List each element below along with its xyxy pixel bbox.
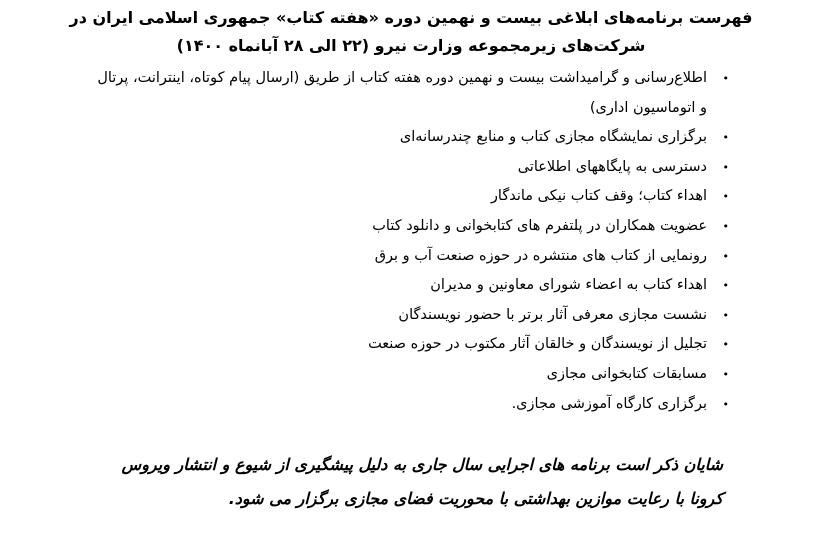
note-line-1: شایان ذکر است برنامه های اجرایی سال جاری به دلیل پیشگیری از شیوع و انتشار ویروس [121,455,723,474]
list-item-text: اطلاع‌رسانی و گرامیداشت بیست و نهمین دوره هفته کتاب از طریق (ارسال پیام کوتاه، اینترانت، پرتال و اتوماسیون اداری) [97,70,707,116]
list-item [91,360,731,390]
bullet-icon: • [722,279,729,293]
list-item [91,330,731,360]
list-item [91,301,731,331]
list-item [91,212,731,242]
bullet-icon: • [722,219,729,233]
list-item-text: برگزاری کارگاه آموزشی مجازی. [511,395,707,412]
list-item-text: عضویت همکاران در پلتفرم های کتابخوانی و دانلود کتاب [372,217,707,234]
bullet-icon: • [722,190,729,204]
bullet-icon: • [722,249,729,263]
list-item-text: مسابقات کتابخوانی مجازی [546,365,707,382]
list-item-text: تجلیل از نویسندگان و خالقان آثار مکتوب در حوزه صنعت [368,336,707,353]
document-title [21,4,801,60]
title-line-2: شرکت‌های زیرمجموعه وزارت نیرو (۲۲ الی ۲۸ آبانماه ۱۴۰۰) [176,36,646,55]
bullet-icon: • [722,367,729,381]
list-item-text: برگزاری نمایشگاه مجازی کتاب و منابع چندرسانه‌ای [399,129,707,146]
bullet-icon: • [722,308,729,322]
list-item-text: رونمایی از کتاب های منتشره در حوزه صنعت آب و برق [374,247,707,264]
list-item [91,153,731,183]
list-item [91,123,731,153]
bullet-icon: • [722,397,729,411]
title-line-1: فهرست برنامه‌های ابلاغی بیست و نهمین دوره «هفته کتاب» جمهوری اسلامی ایران در [69,8,753,27]
bullet-icon: • [722,131,729,145]
list-item-text: اهداء کتاب؛ وقف کتاب نیکی ماندگار [490,188,707,205]
list-item-text: نشست مجازی معرفی آثار برتر با حضور نویسندگان [398,306,707,323]
list-item [91,390,731,420]
bullet-icon: • [722,338,729,352]
list-item-text: اهداء کتاب به اعضاء شورای معاونین و مدیران [430,277,707,294]
list-item-text: دسترسی به پایگاههای اطلاعاتی [517,158,707,175]
bullet-icon: • [722,72,729,85]
list-item [91,271,731,301]
list-item [91,242,731,272]
closing-note [23,448,723,516]
bullet-icon: • [722,160,729,174]
note-line-2: کرونا با رعایت موازین بهداشتی با محوریت فضای مجازی برگزار می شود. [228,489,723,508]
program-list [91,64,731,419]
list-item [91,64,731,123]
list-item [91,182,731,212]
